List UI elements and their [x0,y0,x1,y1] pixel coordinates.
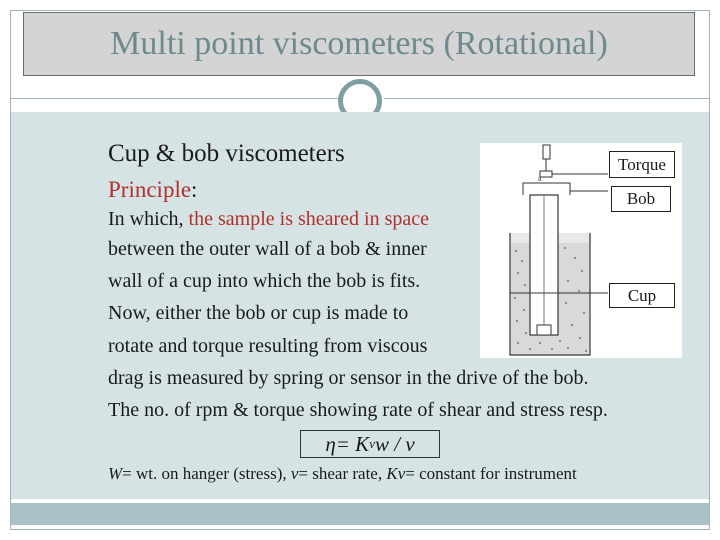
formula-rest: w / v [374,431,415,456]
footnote-v-def: = shear rate, [298,464,387,483]
footnote-kv: Kv [386,464,406,483]
principle-label: Principle [108,177,192,202]
body-line-3: wall of a cup into which the bob is fits. [108,270,421,292]
formula-eta: η [325,431,336,456]
principle-line [108,177,197,203]
section-heading: Cup & bob viscometers [108,140,345,167]
principle-colon: : [191,177,198,202]
title-divider-right [384,98,710,99]
title-divider-left [10,98,340,99]
body-line-1-red: the sample is sheared in space [188,208,430,230]
viscosity-formula [300,430,440,458]
footnote-w-def: = wt. on hanger (stress), [122,464,291,483]
footnote-v: v [290,464,299,483]
top-cap [543,145,550,159]
title-box [23,12,695,76]
body-line-1-plain: In which, [108,208,189,230]
body-line-4: Now, either the bob or cup is made to [108,302,409,324]
body-line-7: The no. of rpm & torque showing rate of shear and stress resp. [108,399,608,421]
bob-label: Bob [611,186,671,212]
cup-label: Cup [609,283,675,308]
slide-title: Multi point viscometers (Rotational) [110,25,608,62]
footnote-kv-def: = constant for instrument [405,464,577,483]
torque-label: Torque [609,151,675,178]
footnote-w: W [108,464,123,483]
bottom-bar [11,503,709,525]
body-line-6: drag is measured by spring or sensor in the drive of the bob. [108,367,589,389]
formula-equals: = K [335,431,370,456]
body-line-2: between the outer wall of a bob & inner [108,238,427,260]
svg-text:a: a [538,174,542,183]
formula-subscript: v [369,436,375,451]
body-line-5: rotate and torque resulting from viscous [108,335,428,357]
body-line-1 [108,208,429,231]
footnote [108,464,577,484]
